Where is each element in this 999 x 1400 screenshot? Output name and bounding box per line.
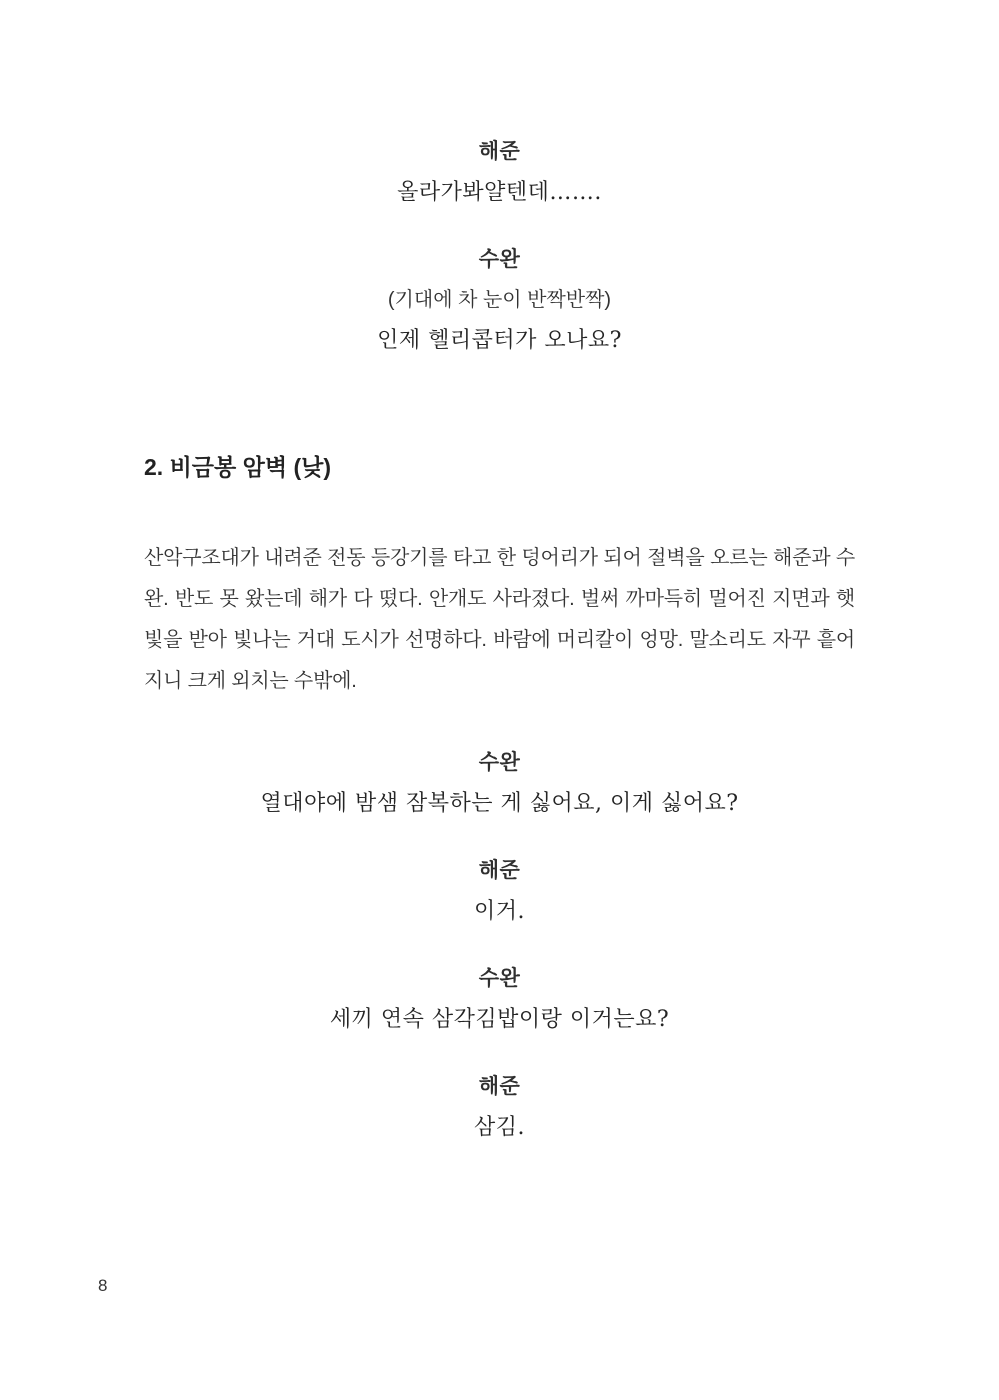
action-paragraph: 산악구조대가 내려준 전동 등강기를 타고 한 덩어리가 되어 절벽을 오르는 해준과 수완. 반도 못 왔는데 해가 다 떴다. 안개도 사라졌다. 벌써 까마득히 멀어진 지면과 햇빛을 받아 빛나는 거대 도시가 선명하다. 바람에 머리칼이 엉망. 말소리도 자꾸 흩어지니 크게 외치는 수밖에.	[144, 547, 855, 692]
dialogue-line: 열대야에 밤샘 잠복하는 게 싫어요, 이게 싫어요?	[260, 791, 739, 816]
dialogue-block	[144, 1074, 855, 1142]
character-name: 해준	[478, 859, 521, 882]
page-number: 8	[98, 1276, 108, 1295]
character-name: 수완	[478, 248, 521, 271]
dialogue-line: 이거.	[474, 899, 525, 924]
dialogue-block	[144, 139, 855, 207]
parenthetical: (기대에 차 눈이 반짝반짝)	[387, 289, 612, 311]
dialogue-block	[144, 750, 855, 818]
dialogue-block	[144, 247, 855, 355]
scene-heading: 2. 비금봉 암벽 (낮)	[144, 454, 331, 480]
dialogue-line: 올라가봐얄텐데…….	[397, 180, 602, 205]
dialogue-block	[144, 966, 855, 1034]
character-name: 해준	[478, 140, 521, 163]
dialogue-line: 인제 헬리콥터가 오나요?	[377, 328, 622, 353]
character-name: 수완	[478, 967, 521, 990]
character-name: 수완	[478, 751, 521, 774]
dialogue-block	[144, 858, 855, 926]
character-name: 해준	[478, 1075, 521, 1098]
dialogue-line: 삼김.	[474, 1115, 525, 1140]
dialogue-line: 세끼 연속 삼각김밥이랑 이거는요?	[329, 1007, 670, 1032]
